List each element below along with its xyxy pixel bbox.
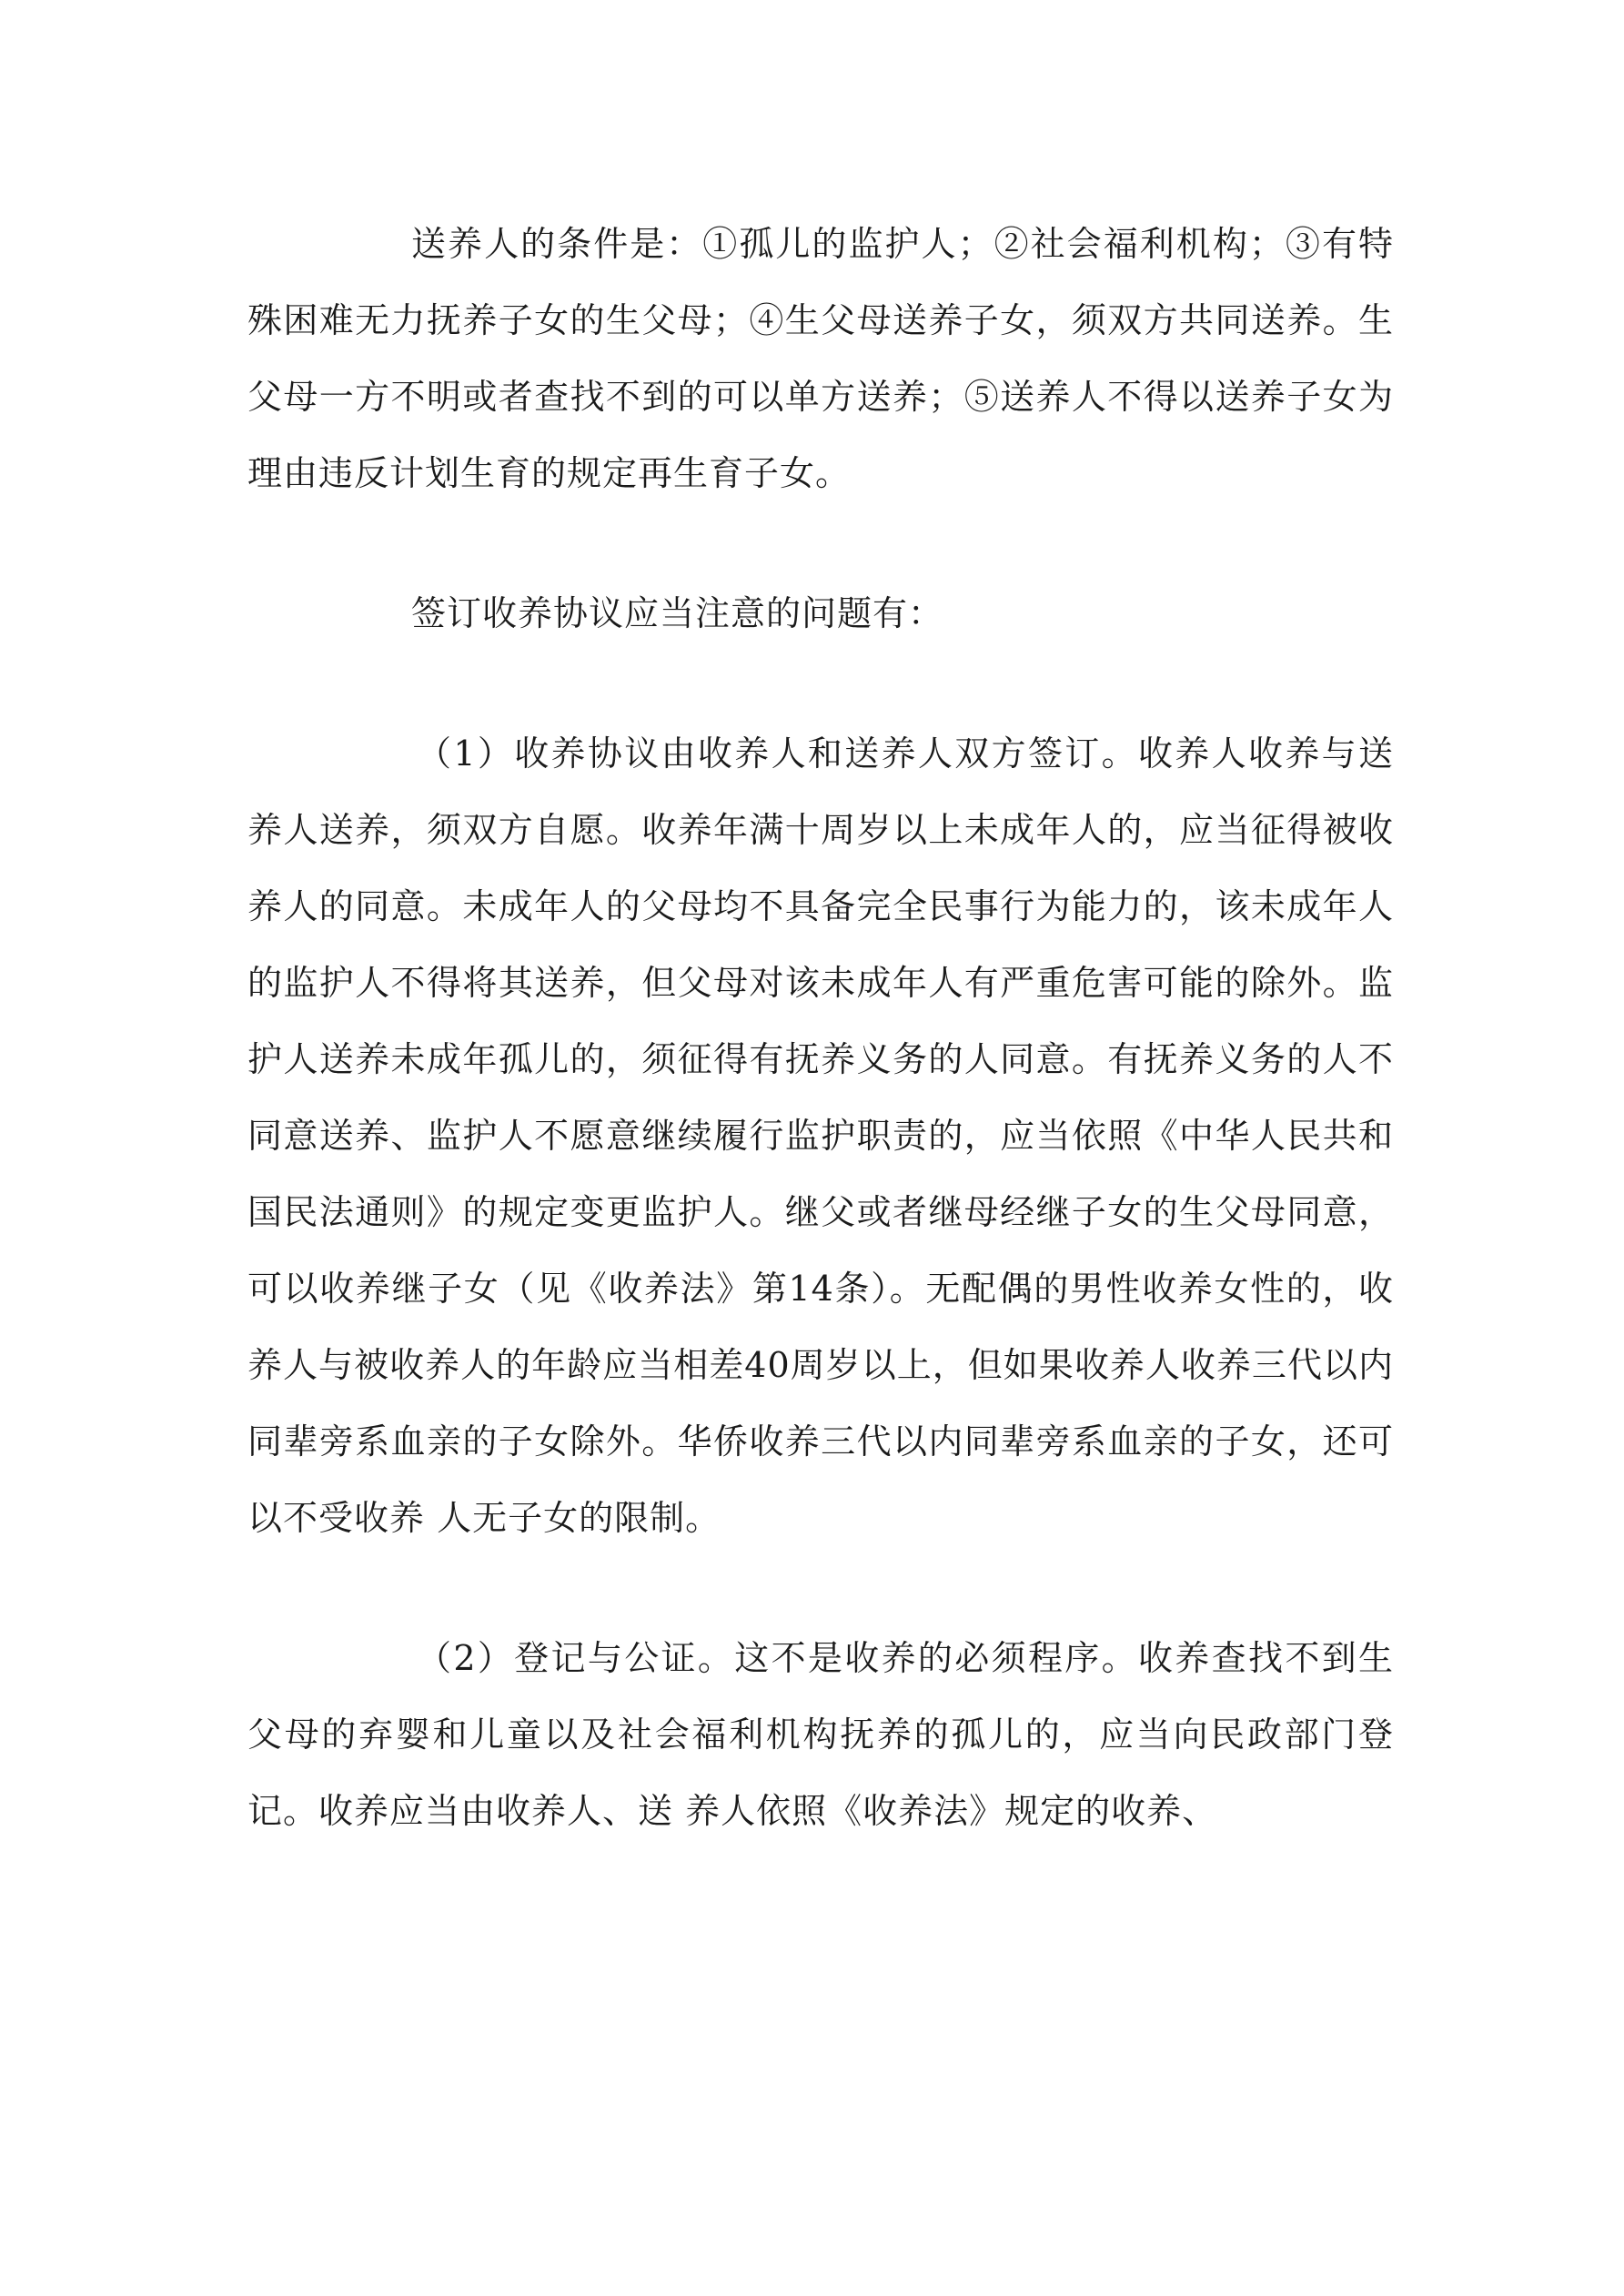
paragraph-adopter-conditions: 送养人的条件是：①孤儿的监护人；②社会福利机构；③有特殊困难无力抚养子女的生父母；④生父母送养子女，须双方共同送养。生父母一方不明或者查找不到的可以单方送养；⑤送养人不得以送养子女为理由违反计划生育的规定再生育子女。: [247, 224, 1394, 493]
paragraph-agreement-issues-heading: 签订收养协议应当注意的问题有：: [411, 593, 944, 633]
paragraph-item-2-registration: （2）登记与公证。这不是收养的必须程序。收养查找不到生父母的弃婴和儿童以及社会福利机构抚养的孤儿的，应当向民政部门登记。收养应当由收养人、送 养人依照《收养法》规定的收养、: [247, 1638, 1394, 1831]
paragraph-item-1-agreement: （1）收养协议由收养人和送养人双方签订。收养人收养与送养人送养，须双方自愿。收养年满十周岁以上未成年人的，应当征得被收养人的同意。未成年人的父母均不具备完全民事行为能力的，该未成年人的监护人不得将其送养，但父母对该未成年人有严重危害可能的除外。监护人送养未成年孤儿的，须征得有抚养义务的人同意。有抚养义务的人不同意送养、监护人不愿意继续履行监护职责的，应当依照《中华人民共和国民法通则》的规定变更监护人。继父或者继母经继子女的生父母同意，可以收养继子女（见《收养法》第14条）。无配偶的男性收养女性的，收养人与被收养人的年龄应当相差40周岁以上，但如果收养人收养三代以内同辈旁系血亲的子女除外。华侨收养三代以内同辈旁系血亲的子女，还可以不受收养 人无子女的限制。: [247, 733, 1394, 1538]
document-body: [247, 206, 1394, 1849]
